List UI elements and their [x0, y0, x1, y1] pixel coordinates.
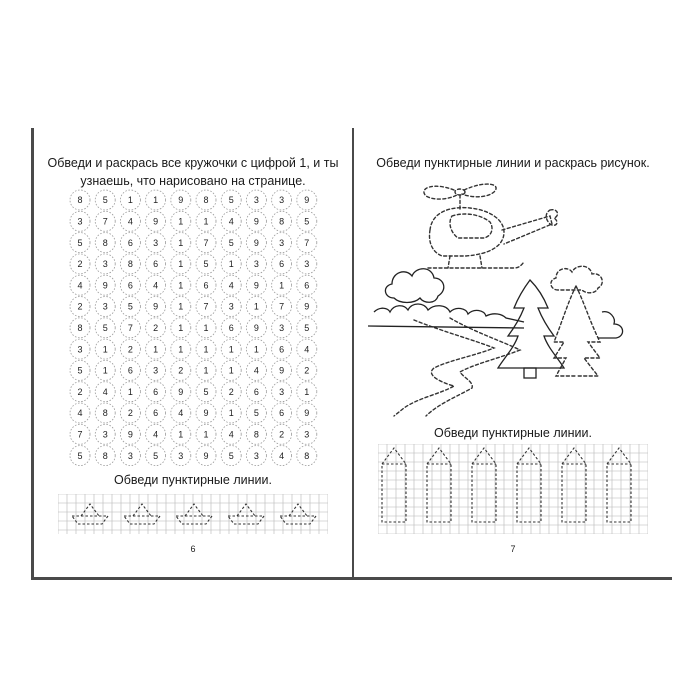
- circle-digit: 5: [102, 195, 108, 206]
- number-circle[interactable]: [120, 424, 140, 444]
- number-circle[interactable]: [70, 254, 90, 274]
- circle-digit: 9: [153, 301, 159, 312]
- circle-digit: 7: [203, 301, 209, 312]
- circle-digit: 1: [304, 386, 310, 397]
- left-page-instruction: [34, 154, 352, 190]
- number-circle[interactable]: [221, 446, 241, 466]
- circle-digit: 9: [304, 195, 310, 206]
- tree-left: [498, 280, 564, 368]
- left-trace-heading: Обведи пунктирные линии.: [114, 473, 272, 487]
- number-circle[interactable]: [221, 339, 241, 359]
- page-number-left: 6: [190, 544, 196, 554]
- number-circle[interactable]: [221, 297, 241, 317]
- helicopter-window: [450, 214, 492, 238]
- circle-digit: 1: [228, 344, 234, 355]
- number-circle[interactable]: [95, 254, 115, 274]
- number-circle[interactable]: [272, 190, 292, 210]
- circle-digit: 1: [228, 365, 234, 376]
- number-circle[interactable]: [95, 446, 115, 466]
- circle-digit: 1: [153, 344, 159, 355]
- number-circle[interactable]: [297, 233, 317, 253]
- circle-digit: 7: [279, 301, 285, 312]
- right-page-instruction: Обведи пунктирные линии и раскрась рисунок.: [376, 156, 650, 170]
- number-circle[interactable]: [70, 446, 90, 466]
- circle-digit: 2: [153, 323, 159, 333]
- number-circle[interactable]: [196, 275, 216, 295]
- number-circle[interactable]: [95, 360, 115, 380]
- number-circle[interactable]: [196, 318, 216, 338]
- circle-digit: 9: [304, 301, 310, 312]
- pencil-outline[interactable]: [607, 448, 631, 522]
- number-circle[interactable]: [272, 382, 292, 402]
- number-circle[interactable]: [246, 424, 266, 444]
- number-circle[interactable]: [95, 275, 115, 295]
- helicopter-skid: [428, 262, 524, 268]
- circle-digit: 1: [228, 259, 234, 270]
- circle-digit: 1: [178, 259, 184, 270]
- number-circle[interactable]: [246, 233, 266, 253]
- number-circle[interactable]: [196, 190, 216, 210]
- number-circle[interactable]: [146, 339, 166, 359]
- circle-digit: 3: [153, 237, 159, 248]
- number-circle[interactable]: [171, 190, 191, 210]
- instruction-line-2: узнаешь, что нарисовано на странице.: [80, 174, 306, 188]
- circle-digit: 1: [178, 323, 184, 333]
- number-circle[interactable]: [297, 254, 317, 274]
- number-circle[interactable]: [70, 211, 90, 231]
- number-circle[interactable]: [70, 339, 90, 359]
- circle-digit: 1: [102, 344, 108, 355]
- number-circle[interactable]: [120, 318, 140, 338]
- circle-digit: 2: [279, 429, 285, 440]
- rotor-right: [462, 184, 496, 197]
- pencil-outline[interactable]: [562, 448, 586, 522]
- circle-digit: 6: [279, 344, 285, 355]
- circle-digit: 1: [178, 429, 184, 440]
- helicopter-tail: [502, 216, 552, 244]
- circle-digit: 4: [178, 408, 184, 419]
- circle-digit: 3: [279, 323, 285, 333]
- circle-digit: 3: [279, 386, 285, 397]
- number-circle[interactable]: [221, 275, 241, 295]
- number-circle[interactable]: [70, 275, 90, 295]
- number-circle[interactable]: [221, 424, 241, 444]
- circle-digit: 1: [228, 408, 234, 419]
- number-circle[interactable]: [95, 318, 115, 338]
- number-circle[interactable]: [196, 424, 216, 444]
- number-circle[interactable]: [70, 233, 90, 253]
- circle-digit: 6: [253, 386, 259, 397]
- winding-path: [394, 320, 494, 416]
- left-page: [34, 128, 352, 577]
- rotor-hub: [455, 189, 465, 195]
- circle-digit: 1: [279, 280, 285, 291]
- number-circle[interactable]: [246, 360, 266, 380]
- number-circle[interactable]: [221, 382, 241, 402]
- rotor-left: [424, 186, 458, 199]
- circle-digit: 8: [102, 450, 108, 461]
- number-circle[interactable]: [120, 446, 140, 466]
- circle-digit: 1: [178, 344, 184, 355]
- number-circle[interactable]: [221, 233, 241, 253]
- number-circle[interactable]: [146, 254, 166, 274]
- circle-digit: 4: [153, 429, 159, 440]
- number-circle[interactable]: [120, 382, 140, 402]
- number-circle[interactable]: [146, 403, 166, 423]
- number-circle[interactable]: [171, 403, 191, 423]
- circle-digit: 5: [228, 450, 234, 461]
- number-circle[interactable]: [272, 233, 292, 253]
- number-circle[interactable]: [272, 403, 292, 423]
- circle-digit: 4: [304, 344, 310, 355]
- circle-digit: 4: [279, 450, 285, 461]
- circle-digit: 6: [203, 280, 209, 291]
- number-circle[interactable]: [146, 233, 166, 253]
- circle-digit: 2: [228, 386, 234, 397]
- circle-digit: 2: [304, 365, 310, 376]
- number-circle[interactable]: [272, 360, 292, 380]
- number-circle[interactable]: [171, 254, 191, 274]
- circle-digit: 6: [228, 323, 234, 333]
- number-circle[interactable]: [95, 211, 115, 231]
- number-circle[interactable]: [272, 254, 292, 274]
- number-circle[interactable]: [70, 424, 90, 444]
- circle-digit: 3: [102, 429, 108, 440]
- circle-digit: 8: [77, 195, 83, 206]
- circle-digit: 1: [178, 237, 184, 248]
- number-circle[interactable]: [70, 190, 90, 210]
- number-circle[interactable]: [120, 275, 140, 295]
- circle-digit: 8: [102, 237, 108, 248]
- pencil-outline[interactable]: [427, 448, 451, 522]
- circle-digit: 9: [178, 386, 184, 397]
- circle-digit: 4: [253, 365, 259, 376]
- number-circle[interactable]: [171, 211, 191, 231]
- number-circle[interactable]: [246, 190, 266, 210]
- number-circle[interactable]: [120, 254, 140, 274]
- number-circle[interactable]: [246, 403, 266, 423]
- number-circle[interactable]: [171, 382, 191, 402]
- circle-digit: 8: [253, 429, 259, 440]
- circle-digit: 1: [203, 344, 209, 355]
- number-circle[interactable]: [146, 297, 166, 317]
- circle-digit: 8: [304, 450, 310, 461]
- number-circle[interactable]: [246, 297, 266, 317]
- number-circle[interactable]: [246, 382, 266, 402]
- number-circle[interactable]: [297, 360, 317, 380]
- circle-digit: 3: [253, 450, 259, 461]
- circle-digit: 3: [279, 195, 285, 206]
- circle-digit: 9: [279, 365, 285, 376]
- circle-digit: 6: [304, 280, 310, 291]
- circle-digit: 9: [253, 216, 259, 227]
- number-circle[interactable]: [246, 254, 266, 274]
- circle-digit: 1: [153, 195, 159, 206]
- circle-digit: 3: [279, 237, 285, 248]
- number-circle[interactable]: [196, 297, 216, 317]
- circle-digit: 6: [127, 280, 133, 291]
- number-circle[interactable]: [70, 297, 90, 317]
- number-circle[interactable]: [272, 446, 292, 466]
- cloud-right: [551, 266, 602, 293]
- number-circle[interactable]: [70, 318, 90, 338]
- circle-digit: 3: [127, 450, 133, 461]
- circle-digit: 9: [127, 429, 133, 440]
- helicopter-landscape-drawing: [354, 172, 672, 422]
- number-circle[interactable]: [221, 254, 241, 274]
- number-circle[interactable]: [95, 233, 115, 253]
- circle-digit: 4: [77, 280, 83, 291]
- number-circle[interactable]: [297, 382, 317, 402]
- circle-digit: 2: [178, 365, 184, 376]
- circle-digit: 1: [127, 386, 133, 397]
- number-circle[interactable]: [246, 211, 266, 231]
- circle-digit: 9: [153, 216, 159, 227]
- circle-digit: 8: [127, 259, 133, 270]
- cloud-left: [385, 269, 443, 303]
- circle-digit: 5: [102, 323, 108, 333]
- number-circle[interactable]: [221, 403, 241, 423]
- open-workbook: [31, 128, 672, 580]
- horizon-bushes: [374, 304, 524, 322]
- number-circle[interactable]: [120, 403, 140, 423]
- pencil-outline[interactable]: [517, 448, 541, 522]
- circle-digit: 7: [77, 429, 83, 440]
- circle-digit: 3: [304, 429, 310, 440]
- number-circle[interactable]: [146, 382, 166, 402]
- number-circle[interactable]: [297, 275, 317, 295]
- circle-digit: 4: [102, 386, 108, 397]
- number-circle[interactable]: [196, 382, 216, 402]
- number-circle[interactable]: [272, 318, 292, 338]
- instruction-line-1: Обведи и раскрась все кружочки с цифрой 1, и ты: [47, 156, 339, 170]
- number-circle[interactable]: [120, 339, 140, 359]
- circle-digit: 2: [127, 344, 133, 355]
- number-circle[interactable]: [246, 446, 266, 466]
- circle-digit: 9: [253, 323, 259, 333]
- number-circle[interactable]: [297, 403, 317, 423]
- number-circle[interactable]: [297, 446, 317, 466]
- circle-digit: 8: [77, 323, 83, 333]
- circle-digit: 4: [228, 429, 234, 440]
- circle-digit: 6: [127, 237, 133, 248]
- circle-digit: 5: [228, 195, 234, 206]
- number-circle[interactable]: [95, 297, 115, 317]
- circle-digit: 9: [178, 195, 184, 206]
- number-circle[interactable]: [272, 424, 292, 444]
- circle-digit: 5: [203, 259, 209, 270]
- number-circle[interactable]: [297, 211, 317, 231]
- number-circle[interactable]: [171, 233, 191, 253]
- circle-digit: 3: [253, 195, 259, 206]
- circle-digit: 5: [127, 301, 133, 312]
- number-circle[interactable]: [297, 424, 317, 444]
- number-circle[interactable]: [146, 446, 166, 466]
- number-circle[interactable]: [171, 339, 191, 359]
- circle-digit: 9: [203, 450, 209, 461]
- number-circle[interactable]: [95, 339, 115, 359]
- number-circle[interactable]: [95, 424, 115, 444]
- number-circle[interactable]: [120, 190, 140, 210]
- number-circle-grid: [34, 188, 352, 470]
- circle-digit: 3: [102, 259, 108, 270]
- circle-digit: 2: [77, 259, 83, 270]
- circle-digit: 5: [153, 450, 159, 461]
- circle-digit: 8: [102, 408, 108, 419]
- number-circle[interactable]: [221, 360, 241, 380]
- circle-digit: 6: [279, 408, 285, 419]
- circle-digit: 2: [127, 408, 133, 419]
- circle-digit: 3: [153, 365, 159, 376]
- number-circle[interactable]: [120, 297, 140, 317]
- circle-digit: 9: [304, 408, 310, 419]
- tracing-grid-lines: [58, 494, 328, 534]
- number-circle[interactable]: [297, 297, 317, 317]
- number-circle[interactable]: [196, 339, 216, 359]
- number-circle[interactable]: [120, 233, 140, 253]
- number-circle[interactable]: [297, 190, 317, 210]
- pencil-outline[interactable]: [382, 448, 406, 522]
- helicopter-body: [430, 208, 505, 256]
- number-circle[interactable]: [171, 360, 191, 380]
- number-circle[interactable]: [272, 211, 292, 231]
- circle-digit: 1: [127, 195, 133, 206]
- number-circle[interactable]: [196, 446, 216, 466]
- number-circle[interactable]: [196, 211, 216, 231]
- circle-digit: 6: [153, 386, 159, 397]
- number-circle[interactable]: [146, 360, 166, 380]
- circle-digit: 6: [153, 259, 159, 270]
- number-circle[interactable]: [120, 360, 140, 380]
- number-circle[interactable]: [70, 382, 90, 402]
- number-circle[interactable]: [246, 318, 266, 338]
- number-circle[interactable]: [146, 318, 166, 338]
- circle-digit: 5: [77, 450, 83, 461]
- circle-digit: 5: [253, 408, 259, 419]
- number-circle[interactable]: [171, 297, 191, 317]
- circle-digit: 5: [203, 386, 209, 397]
- number-circle[interactable]: [70, 403, 90, 423]
- circle-digit: 9: [253, 237, 259, 248]
- number-circle[interactable]: [70, 360, 90, 380]
- number-circle[interactable]: [196, 254, 216, 274]
- circle-digit: 1: [253, 301, 259, 312]
- circle-digit: 4: [228, 280, 234, 291]
- number-circle[interactable]: [146, 190, 166, 210]
- circle-digit: 1: [102, 365, 108, 376]
- circle-digit: 5: [77, 365, 83, 376]
- boat-tracing-grid: [58, 494, 328, 534]
- number-circle[interactable]: [171, 446, 191, 466]
- circle-digit: 9: [203, 408, 209, 419]
- number-circle[interactable]: [272, 275, 292, 295]
- circle-digit: 1: [178, 216, 184, 227]
- number-circle[interactable]: [146, 275, 166, 295]
- number-circle[interactable]: [95, 382, 115, 402]
- circle-digit: 1: [253, 344, 259, 355]
- circle-digit: 1: [178, 301, 184, 312]
- circle-digit: 3: [228, 301, 234, 312]
- circle-digit: 8: [203, 195, 209, 206]
- circle-digit: 6: [279, 259, 285, 270]
- number-circle[interactable]: [196, 360, 216, 380]
- circle-digit: 1: [203, 216, 209, 227]
- number-circle[interactable]: [221, 318, 241, 338]
- circle-digit: 4: [127, 216, 133, 227]
- circle-digit: 2: [77, 301, 83, 312]
- circle-digit: 5: [304, 323, 310, 333]
- page-number-right: 7: [510, 544, 516, 554]
- number-circle[interactable]: [171, 275, 191, 295]
- number-circle[interactable]: [297, 339, 317, 359]
- number-circle[interactable]: [246, 339, 266, 359]
- number-circle[interactable]: [272, 297, 292, 317]
- number-circle[interactable]: [246, 275, 266, 295]
- circle-digit: 3: [304, 259, 310, 270]
- circle-digit: 1: [203, 365, 209, 376]
- circle-digit: 9: [102, 280, 108, 291]
- circle-digit: 4: [77, 408, 83, 419]
- number-circle[interactable]: [221, 190, 241, 210]
- number-circle[interactable]: [95, 190, 115, 210]
- number-circle[interactable]: [95, 403, 115, 423]
- circle-digit: 5: [304, 216, 310, 227]
- circle-digit: 7: [304, 237, 310, 248]
- circle-digit: 3: [102, 301, 108, 312]
- circle-digit: 3: [77, 216, 83, 227]
- circle-digit: 2: [77, 386, 83, 397]
- circle-digit: 9: [253, 280, 259, 291]
- number-circle[interactable]: [196, 233, 216, 253]
- number-circle[interactable]: [146, 424, 166, 444]
- pencil-tracing-grid: [378, 444, 648, 534]
- number-circle[interactable]: [221, 211, 241, 231]
- number-circle[interactable]: [297, 318, 317, 338]
- number-circle[interactable]: [196, 403, 216, 423]
- circle-digit: 5: [228, 237, 234, 248]
- pencil-outline[interactable]: [472, 448, 496, 522]
- right-trace-heading: Обведи пунктирные линии.: [434, 426, 592, 440]
- circle-digit: 8: [279, 216, 285, 227]
- circle-digit: 1: [178, 280, 184, 291]
- circle-digit: 7: [203, 237, 209, 248]
- number-circle[interactable]: [120, 211, 140, 231]
- circle-digit: 4: [153, 280, 159, 291]
- circle-digit: 6: [153, 408, 159, 419]
- circle-digit: 3: [77, 344, 83, 355]
- number-circle[interactable]: [146, 211, 166, 231]
- circle-digit: 1: [203, 429, 209, 440]
- circle-digit: 3: [253, 259, 259, 270]
- circle-digit: 5: [77, 237, 83, 248]
- circle-digit: 3: [178, 450, 184, 461]
- circle-digit: 4: [228, 216, 234, 227]
- circle-digit: 7: [102, 216, 108, 227]
- number-circle[interactable]: [171, 424, 191, 444]
- right-page: [354, 128, 672, 577]
- circle-digit: 1: [203, 323, 209, 333]
- number-circle[interactable]: [171, 318, 191, 338]
- circle-digit: 6: [127, 365, 133, 376]
- circle-digit: 7: [127, 323, 133, 333]
- number-circle[interactable]: [272, 339, 292, 359]
